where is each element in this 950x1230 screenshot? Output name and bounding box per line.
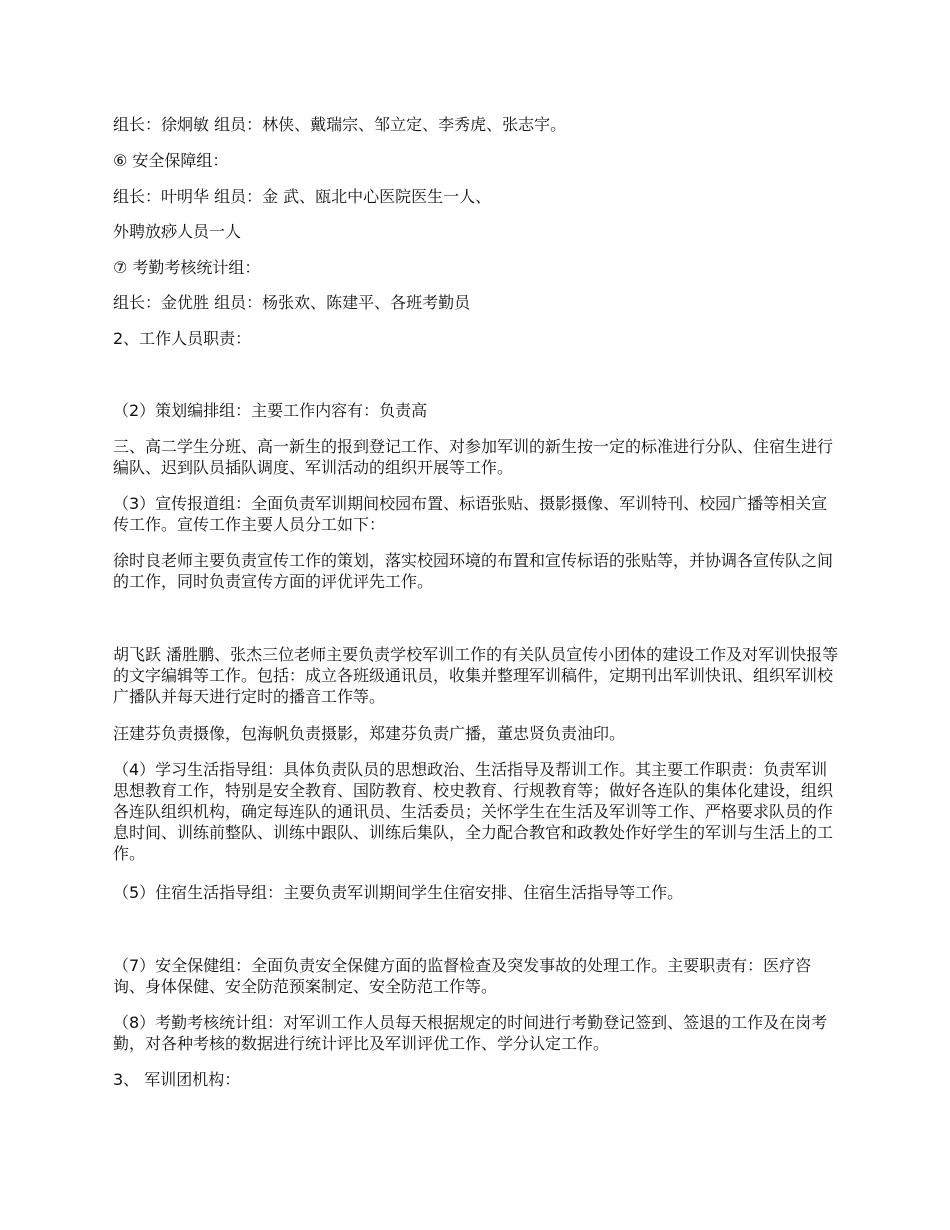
paragraph-study-life-group: （4）学习生活指导组：具体负责队员的思想政治、生活指导及帮训工作。其主要工作职责：负责军训思想教育工作，特别是安全教育、国防教育、校史教育、行规教育等；做好各连队的集体化建设，组织各连队组织机构，确定每连队的通讯员、生活委员；关怀学生在生活及军训等工作、严格要求队员的作息时间、训练前整队、训练中跟队、训练后集队，全力配合教官和政教处作好学生的军训与生活上的工作。	[113, 760, 834, 863]
paragraph-media-duties: 汪建芬负责摄像，包海帆负责摄影，郑建芬负责广播，董忠贤负责油印。	[113, 724, 626, 743]
section-safety-guarantee: ⑥ 安全保障组：	[113, 151, 229, 170]
paragraph-dorm-group: （5）住宿生活指导组：主要负责军训期间学生住宿安排、住宿生活指导等工作。	[113, 883, 684, 902]
paragraph-planning-group: （2）策划编排组：主要工作内容有：负责高	[113, 401, 428, 420]
paragraph-health-safety-group: （7）安全保健组：全面负责安全保健方面的监督检查及突发事故的处理工作。主要职责有：医疗咨询、身体保健、安全防范预案制定、安全防范工作等。	[113, 956, 812, 996]
section-attendance-stats: ⑦ 考勤考核统计组：	[113, 258, 261, 277]
paragraph-attendance-group: （8）考勤考核统计组：对军训工作人员每天根据规定的时间进行考勤登记签到、签退的工作及在岗考勤，对各种考核的数据进行统计评比及军训评优工作、学分认定工作。	[113, 1013, 828, 1053]
paragraph-publicity-lead: 徐时良老师主要负责宣传工作的策划，落实校园环境的布置和宣传标语的张贴等，并协调各宣传队之间的工作，同时负责宣传方面的评优评先工作。	[113, 551, 834, 591]
heading-training-organization: 3、 军训团机构：	[113, 1070, 241, 1089]
paragraph-grade-division: 三、高二学生分班、高一新生的报到登记工作、对参加军训的新生按一定的标准进行分队、住宿生进行编队、迟到队员插队调度、军训活动的组织开展等工作。	[113, 437, 834, 477]
heading-staff-duties: 2、工作人员职责：	[113, 329, 252, 348]
paragraph-publicity-group: （3）宣传报道组：全面负责军训期间校园布置、标语张贴、摄影摄像、军训特刊、校园广播等相关宣传工作。宣传工作主要人员分工如下：	[113, 494, 828, 534]
group-leader-line-1: 组长：徐炯敏 组员：林侠、戴瑞宗、邹立定、李秀虎、张志宇。	[113, 115, 567, 134]
external-staff-line: 外聘放痧人员一人	[113, 222, 242, 241]
paragraph-publicity-team: 胡飞跃 潘胜鹏、张杰三位老师主要负责学校军训工作的有关队员宣传小团体的建设工作及对军训快报等的文字编辑等工作。包括：成立各班级通讯员，收集并整理军训稿件，定期刊出军训快讯、组织军训校广播队并每天进行定时的播音工作等。	[113, 645, 839, 706]
group-leader-line-3: 组长：金优胜 组员：杨张欢、陈建平、各班考勤员	[113, 293, 471, 312]
group-leader-line-2: 组长：叶明华 组员：金 武、瓯北中心医院医生一人、	[113, 187, 492, 206]
